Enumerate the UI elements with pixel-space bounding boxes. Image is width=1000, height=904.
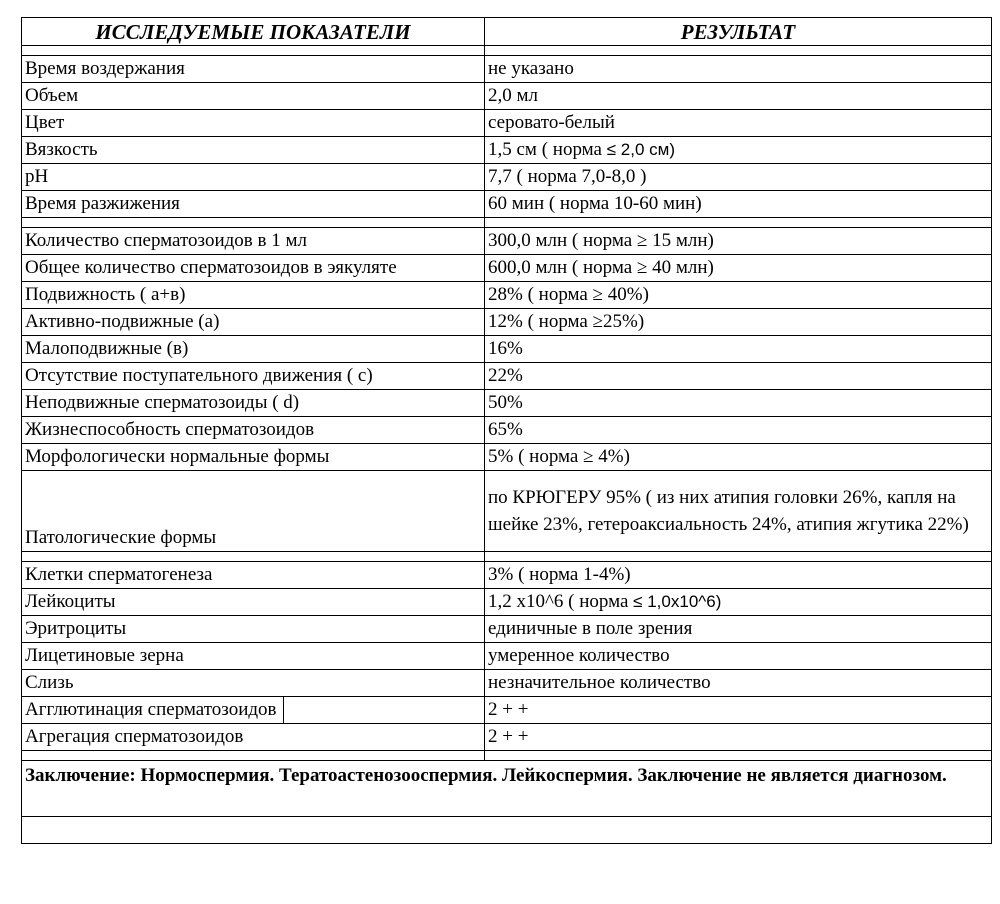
param-abstinence-time: Время воздержания [22, 56, 485, 83]
result-concentration: 300,0 млн ( норма ≥ 15 млн) [485, 228, 992, 255]
param-lecithin-grains: Лицетиновые зерна [22, 643, 485, 670]
table-row [22, 616, 992, 643]
result-normal-forms: 5% ( норма ≥ 4%) [485, 444, 992, 471]
spacer-row [22, 218, 992, 228]
param-color: Цвет [22, 110, 485, 137]
table-row [22, 390, 992, 417]
table-row [22, 562, 992, 589]
table-row [22, 137, 992, 164]
param-concentration: Количество сперматозоидов в 1 мл [22, 228, 485, 255]
result-viscosity-norm: ≤ 2,0 см) [602, 140, 675, 159]
result-viscosity [485, 137, 992, 164]
spacer-row [22, 552, 992, 562]
semen-analysis-table [21, 17, 992, 844]
result-erythrocytes: единичные в поле зрения [485, 616, 992, 643]
spacer-row [22, 46, 992, 56]
result-spermatogenesis-cells: 3% ( норма 1-4%) [485, 562, 992, 589]
result-vitality: 65% [485, 417, 992, 444]
result-lecithin-grains: умеренное количество [485, 643, 992, 670]
param-ph: pH [22, 164, 485, 191]
result-motility: 28% ( норма ≥ 40%) [485, 282, 992, 309]
param-total-count: Общее количество сперматозоидов в эякуляте [22, 255, 485, 282]
table-row [22, 589, 992, 616]
result-mucus: незначительное количество [485, 670, 992, 697]
result-immotile-d: 50% [485, 390, 992, 417]
param-vitality: Жизнеспособность сперматозоидов [22, 417, 485, 444]
param-slow-b: Малоподвижные (в) [22, 336, 485, 363]
table-row [22, 191, 992, 218]
table-row [22, 255, 992, 282]
param-liquefaction-time: Время разжижения [22, 191, 485, 218]
table-header [22, 18, 992, 46]
table-row [22, 417, 992, 444]
param-mucus: Слизь [22, 670, 485, 697]
result-viscosity-value: 1,5 см ( норма [488, 139, 602, 160]
param-immotile-d: Неподвижные сперматозоиды ( d) [22, 390, 485, 417]
param-nonprogressive-c: Отсутствие поступательного движения ( с) [22, 363, 485, 390]
table-row [22, 56, 992, 83]
header-parameters: ИССЛЕДУЕМЫЕ ПОКАЗАТЕЛИ [22, 18, 485, 46]
param-erythrocytes: Эритроциты [22, 616, 485, 643]
table-row [22, 724, 992, 751]
param-agglutination [22, 697, 485, 724]
table-row [22, 336, 992, 363]
result-agglutination: 2 + + [485, 697, 992, 724]
param-volume: Объем [22, 83, 485, 110]
conclusion-text: Заключение: Нормоспермия. Тератоастенозооспермия. Лейкоспермия. Заключение не является диагнозом. [22, 761, 992, 817]
table-row [22, 228, 992, 255]
param-pathological-forms: Патологические формы [22, 471, 485, 552]
result-pathological-forms: по КРЮГЕРУ 95% ( из них атипия головки 26%, капля на шейке 23%, гетероаксиальность 24%, атипия жгутика 22%) [485, 471, 992, 552]
conclusion-row [22, 761, 992, 817]
table-row [22, 643, 992, 670]
header-result: РЕЗУЛЬТАТ [485, 18, 992, 46]
result-abstinence-time: не указано [485, 56, 992, 83]
result-slow-b: 16% [485, 336, 992, 363]
table-row [22, 164, 992, 191]
table-row [22, 670, 992, 697]
table-row [22, 110, 992, 137]
param-normal-forms: Морфологически нормальные формы [22, 444, 485, 471]
result-total-count: 600,0 млн ( норма ≥ 40 млн) [485, 255, 992, 282]
cell-divider [283, 697, 284, 723]
param-agglutination-label: Агглютинация сперматозоидов [25, 699, 277, 720]
result-leukocytes-norm: ≤ 1,0x10^6) [628, 592, 722, 611]
result-liquefaction-time: 60 мин ( норма 10-60 мин) [485, 191, 992, 218]
param-motility: Подвижность ( а+в) [22, 282, 485, 309]
param-spermatogenesis-cells: Клетки сперматогенеза [22, 562, 485, 589]
result-ph: 7,7 ( норма 7,0-8,0 ) [485, 164, 992, 191]
result-volume: 2,0 мл [485, 83, 992, 110]
empty-row [22, 817, 992, 844]
param-aggregation: Агрегация сперматозоидов [22, 724, 485, 751]
table-row [22, 83, 992, 110]
param-progressive-a: Активно-подвижные (а) [22, 309, 485, 336]
result-nonprogressive-c: 22% [485, 363, 992, 390]
result-aggregation: 2 + + [485, 724, 992, 751]
table-row [22, 309, 992, 336]
empty-cell [22, 817, 992, 844]
table-row [22, 444, 992, 471]
table-row [22, 697, 992, 724]
param-leukocytes: Лейкоциты [22, 589, 485, 616]
table-row [22, 471, 992, 552]
table-row [22, 363, 992, 390]
result-progressive-a: 12% ( норма ≥25%) [485, 309, 992, 336]
param-viscosity: Вязкость [22, 137, 485, 164]
spacer-row [22, 751, 992, 761]
result-leukocytes [485, 589, 992, 616]
result-leukocytes-value: 1,2 х10^6 ( норма [488, 591, 629, 612]
result-color: серовато-белый [485, 110, 992, 137]
table-row [22, 282, 992, 309]
